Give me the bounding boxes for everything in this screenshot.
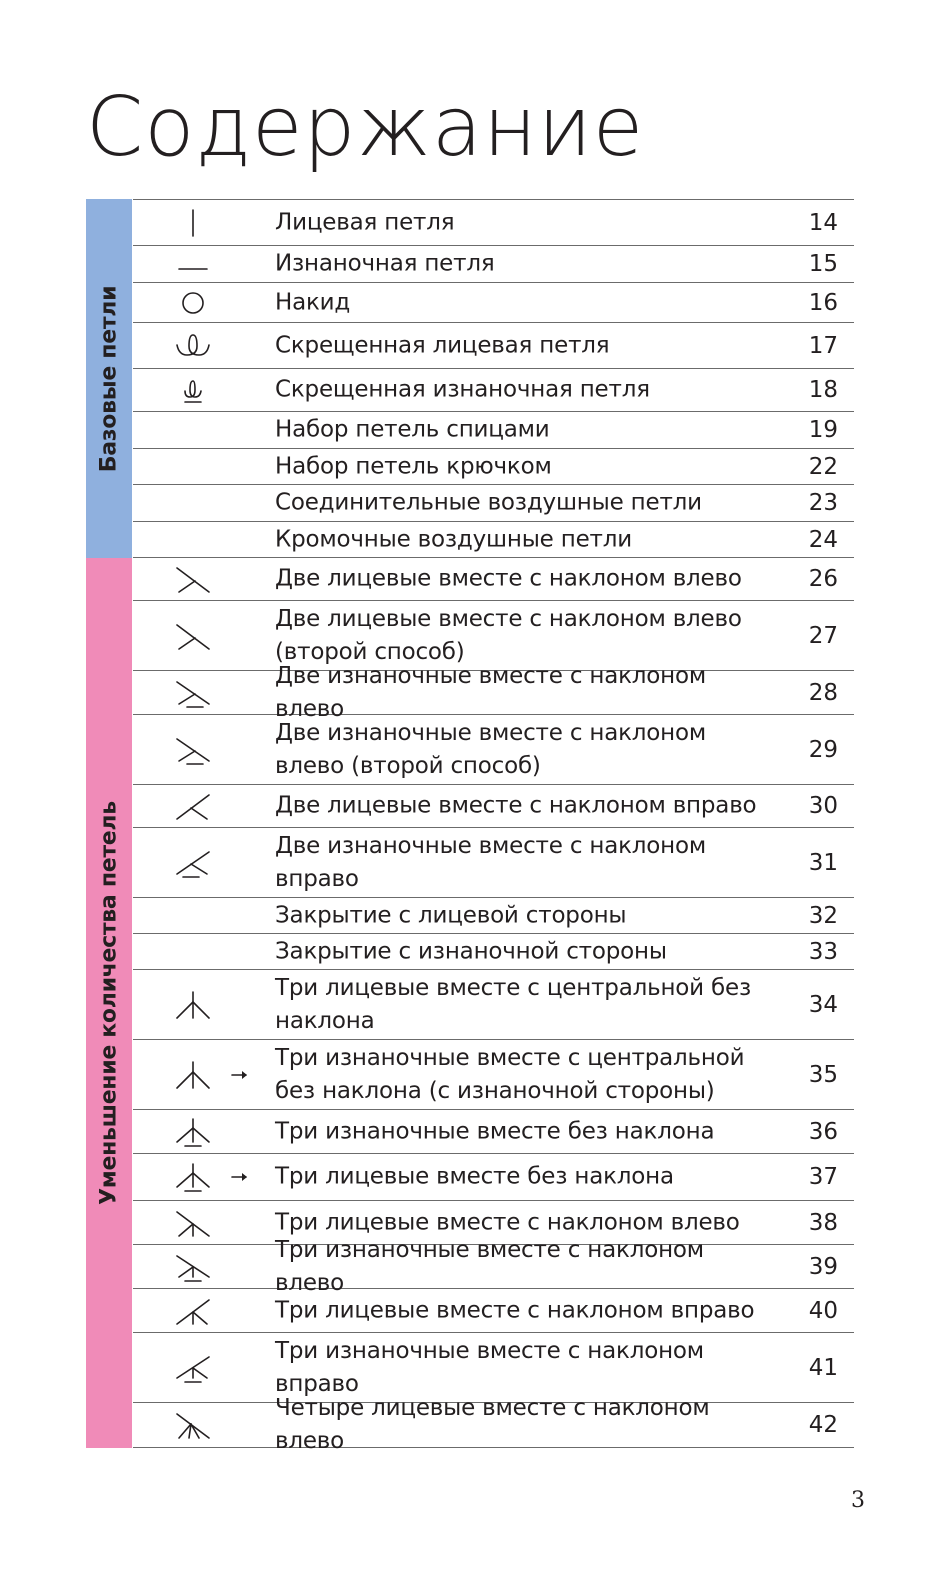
table-of-contents [133, 199, 854, 1454]
toc-entry-page: 32 [808, 902, 838, 929]
p2tog-left-icon [173, 676, 213, 710]
toc-row[interactable] [133, 485, 854, 522]
toc-entry-title: Четыре лицевые вместе с наклоном влево [275, 1395, 710, 1454]
k3tog-center-icon [173, 1058, 213, 1092]
twisted-knit-icon [173, 329, 213, 363]
section-band-decrease [86, 558, 132, 1448]
k4tog-left-icon [173, 1408, 213, 1442]
toc-entry-title: Накид [275, 289, 351, 315]
toc-entry-title: Две лицевые вместе с наклоном влево (второй способ) [275, 605, 742, 665]
toc-entry-page: 29 [808, 736, 838, 763]
toc-entry-page: 39 [808, 1253, 838, 1280]
page-title: Содержание [86, 80, 645, 175]
toc-entry-title: Кромочные воздушные петли [275, 526, 632, 552]
toc-entry-page: 24 [808, 526, 838, 553]
yarn-over-icon [173, 286, 213, 320]
arrow-right-icon [229, 1069, 251, 1081]
toc-row[interactable] [133, 246, 854, 283]
toc-entry-title: Три изнаночные вместе без наклона [275, 1118, 715, 1144]
toc-entry-page: 16 [808, 289, 838, 316]
k3tog-left-icon [173, 1206, 213, 1240]
p3tog-right-icon [173, 1351, 213, 1385]
k2tog-left-icon [173, 619, 213, 653]
toc-entry-title: Две изнаночные вместе с наклоном влево [275, 662, 707, 722]
p3tog-center-icon [173, 1115, 213, 1149]
k3tog-right-icon [173, 1294, 213, 1328]
toc-entry-page: 26 [808, 566, 838, 592]
toc-row[interactable] [133, 662, 854, 722]
toc-row[interactable] [133, 200, 854, 246]
knit-stitch-icon [173, 206, 213, 240]
toc-entry-title: Три изнаночные вместе с наклоном вправо [275, 1337, 704, 1397]
toc-entry-page: 41 [808, 1354, 838, 1381]
arrow-right-icon [229, 1171, 251, 1183]
toc-entry-title: Изнаночная петля [275, 250, 495, 277]
toc-entry-page: 22 [808, 453, 838, 480]
toc-entry-page: 31 [808, 849, 838, 876]
toc-row[interactable] [133, 1154, 854, 1201]
toc-entry-title: Три лицевые вместе с центральной без наклона [275, 974, 751, 1034]
toc-entry-page: 17 [808, 332, 838, 359]
toc-entry-page: 38 [808, 1209, 838, 1236]
toc-entry-page: 27 [808, 622, 838, 649]
purl-stitch-icon [173, 247, 213, 281]
toc-entry-title: Две изнаночные вместе с наклоном влево (второй способ) [275, 719, 707, 779]
toc-entry-page: 15 [808, 251, 838, 277]
toc-row[interactable] [133, 1110, 854, 1154]
toc-row[interactable] [133, 934, 854, 970]
toc-entry-title: Три лицевые вместе с наклоном влево [275, 1209, 740, 1235]
p2tog-right-icon [173, 846, 213, 880]
toc-entry-page: 40 [808, 1297, 838, 1324]
toc-row[interactable] [133, 412, 854, 449]
section-label-basic: Базовые петли [96, 285, 122, 472]
toc-row[interactable] [133, 283, 854, 323]
toc-entry-title: Три лицевые вместе с наклоном вправо [275, 1297, 755, 1323]
toc-entry-title: Три лицевые вместе без наклона [275, 1163, 674, 1190]
toc-row[interactable] [133, 558, 854, 601]
toc-entry-page: 33 [808, 938, 838, 965]
toc-entry-page: 36 [808, 1118, 838, 1145]
toc-entry-page: 18 [808, 377, 838, 403]
toc-row[interactable] [133, 970, 854, 1040]
toc-entry-title: Набор петель крючком [275, 453, 552, 479]
twisted-purl-icon [173, 373, 213, 407]
p2tog-left-icon [173, 733, 213, 767]
k3tog-center-icon [173, 988, 213, 1022]
toc-row[interactable] [133, 449, 854, 485]
toc-entry-page: 37 [808, 1164, 838, 1190]
toc-entry-page: 34 [808, 991, 838, 1018]
toc-entry-title: Закрытие с лицевой стороны [275, 902, 627, 928]
toc-row[interactable] [133, 1040, 854, 1110]
toc-entry-title: Скрещенная изнаночная петля [275, 376, 650, 403]
toc-entry-page: 23 [808, 490, 838, 516]
toc-row[interactable] [133, 785, 854, 828]
toc-row[interactable] [133, 522, 854, 558]
toc-row[interactable] [133, 1236, 854, 1296]
toc-row[interactable] [133, 323, 854, 369]
k2tog-left-icon [173, 562, 213, 596]
toc-entry-title: Три изнаночные вместе с центральной без наклона (с изнаночной стороны) [275, 1044, 745, 1104]
k2tog-right-icon [173, 789, 213, 823]
toc-row[interactable] [133, 1395, 854, 1454]
toc-entry-title: Закрытие с изнаночной стороны [275, 938, 667, 964]
toc-row[interactable] [133, 828, 854, 898]
toc-entry-page: 28 [808, 679, 838, 706]
toc-entry-page: 30 [808, 793, 838, 819]
toc-entry-title: Скрещенная лицевая петля [275, 332, 610, 358]
toc-entry-title: Три изнаночные вместе с наклоном влево [275, 1236, 704, 1296]
toc-row[interactable] [133, 369, 854, 412]
toc-entry-title: Соединительные воздушные петли [275, 489, 702, 516]
toc-entry-page: 19 [808, 417, 838, 443]
section-band-basic [86, 199, 132, 558]
toc-entry-page: 42 [808, 1412, 838, 1438]
toc-entry-page: 35 [808, 1061, 838, 1088]
toc-row[interactable] [133, 898, 854, 934]
toc-entry-title: Две лицевые вместе с наклоном вправо [275, 792, 757, 819]
toc-entry-title: Лицевая петля [275, 209, 455, 235]
toc-entry-title: Две лицевые вместе с наклоном влево [275, 565, 742, 592]
toc-row[interactable] [133, 1289, 854, 1333]
section-label-decrease: Уменьшение количества петель [96, 801, 122, 1205]
p3tog-left-icon [173, 1250, 213, 1284]
p3tog-center-icon [173, 1160, 213, 1194]
toc-entry-page: 14 [808, 209, 838, 236]
toc-row[interactable] [133, 715, 854, 785]
toc-entry-title: Набор петель спицами [275, 416, 550, 443]
page-number: 3 [851, 1488, 865, 1513]
toc-entry-title: Две изнаночные вместе с наклоном вправо [275, 832, 707, 892]
